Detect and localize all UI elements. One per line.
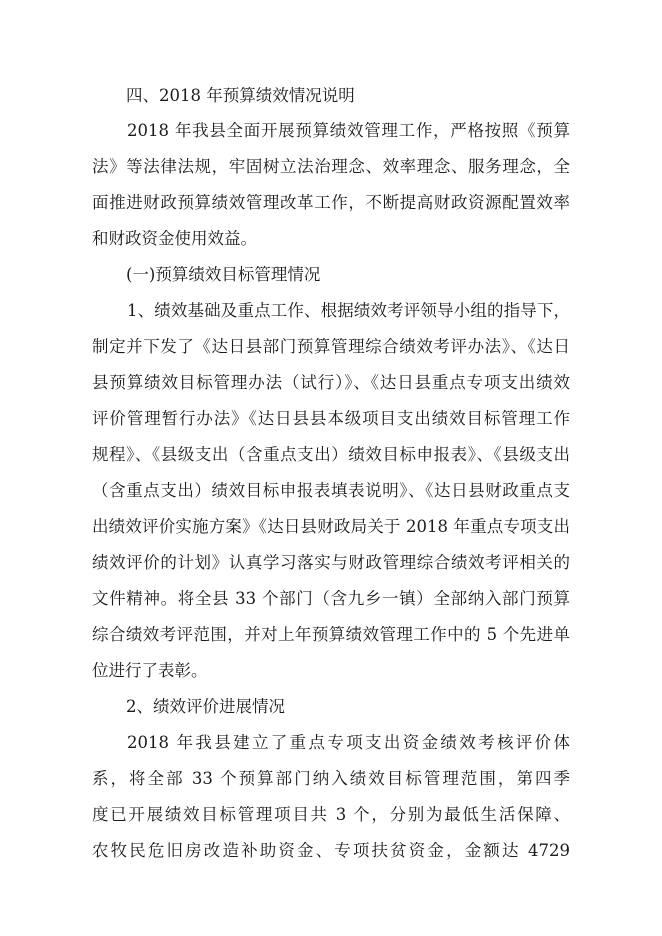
paragraph-line: 县预算绩效目标管理办法（试行）》、《达日县重点专项支出绩效 [92,373,570,392]
paragraph-line: 位进行了表彰。 [92,661,208,680]
paragraph-line: 度已开展绩效目标管理项目共 3 个，分别为最低生活保障、 [92,805,570,824]
paragraph-line: 综合绩效考评范围，并对上年预算绩效管理工作中的 5 个先进单 [92,625,570,644]
paragraph-line: 制定并下发了《达日县部门预算管理综合绩效考评办法》、《达日 [92,337,570,356]
paragraph-line: 2018 年我县全面开展预算绩效管理工作，严格按照《预算 [127,121,570,140]
paragraph-line: 系，将全部 33 个预算部门纳入绩效目标管理范围，第四季 [92,769,570,788]
paragraph-line: （含重点支出）绩效目标申报表填表说明》、《达日县财政重点支 [92,481,570,500]
paragraph-line: 2018 年我县建立了重点专项支出资金绩效考核评价体 [127,733,570,752]
paragraph-line: 1、绩效基础及重点工作、根据绩效考评领导小组的指导下， [127,301,570,320]
paragraph-line: 文件精神。将全县 33 个部门（含九乡一镇）全部纳入部门预算 [92,589,570,608]
subsection-heading: 2、绩效评价进展情况 [126,697,285,716]
section-heading: 四、2018 年预算绩效情况说明 [126,86,355,105]
paragraph-line: 面推进财政预算绩效管理改革工作，不断提高财政资源配置效率 [92,193,570,212]
paragraph-line: 农牧民危旧房改造补助资金、专项扶贫资金，金额达 4729 [92,841,570,860]
paragraph-line: 法》等法律法规，牢固树立法治理念、效率理念、服务理念，全 [92,157,570,176]
paragraph-line: 评价管理暂行办法》《达日县县本级项目支出绩效目标管理工作 [92,409,570,428]
paragraph-line: 规程》、《县级支出（含重点支出）绩效目标申报表》、《县级支出 [92,445,570,464]
paragraph-line: 出绩效评价实施方案》《达日县财政局关于 2018 年重点专项支出 [92,517,570,536]
subsection-heading: (一)预算绩效目标管理情况 [126,265,321,284]
paragraph-line: 绩效评价的计划》认真学习落实与财政管理综合绩效考评相关的 [92,553,570,572]
paragraph-line: 和财政资金使用效益。 [92,229,257,248]
